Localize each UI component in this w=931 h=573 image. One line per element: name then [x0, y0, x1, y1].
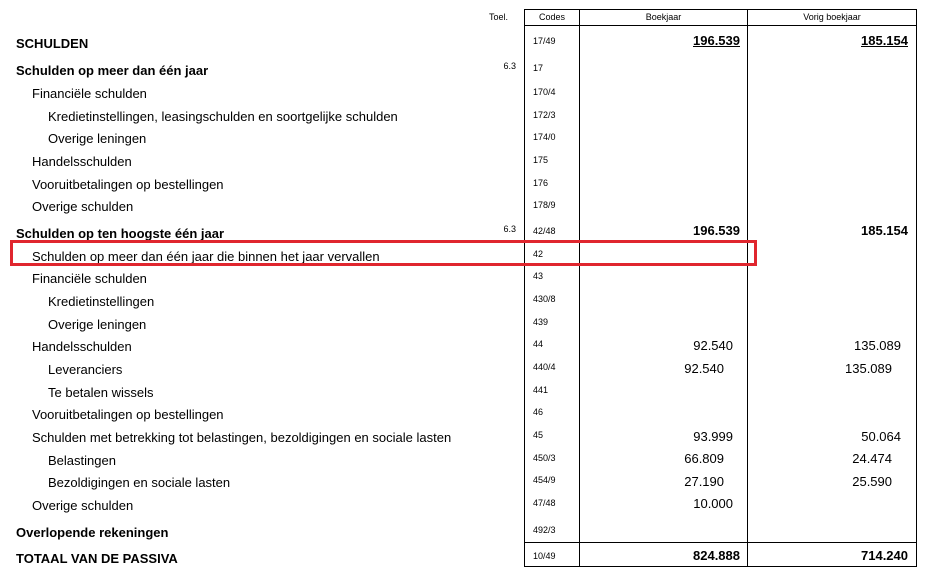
row-code: 46	[533, 407, 544, 417]
row-label: Schulden op meer dan één jaar die binnen het jaar vervallen	[32, 249, 380, 264]
vorig-boekjaar-header: Vorig boekjaar	[803, 12, 861, 22]
row-code: 42/48	[533, 226, 556, 236]
row-code: 439	[533, 317, 549, 327]
row-boekjaar: 196.539	[693, 33, 740, 48]
row-code: 47/48	[533, 498, 556, 508]
row-boekjaar: 10.000	[693, 496, 733, 511]
row-label: Overlopende rekeningen	[16, 525, 169, 540]
row-label: Handelsschulden	[32, 154, 132, 169]
row-code: 175	[533, 155, 549, 165]
row-code: 42	[533, 249, 544, 259]
row-boekjaar: 92.540	[693, 338, 733, 353]
row-code: 178/9	[533, 200, 556, 210]
row-vorig: 714.240	[861, 548, 908, 563]
row-vorig: 185.154	[861, 223, 908, 238]
row-vorig: 185.154	[861, 33, 908, 48]
boekjaar-header: Boekjaar	[645, 12, 682, 22]
row-code: 430/8	[533, 294, 556, 304]
row-code: 176	[533, 178, 549, 188]
row-boekjaar: 824.888	[693, 548, 740, 563]
row-label: Vooruitbetalingen op bestellingen	[32, 407, 224, 422]
row-code: 450/3	[533, 453, 556, 463]
row-label: Overige schulden	[32, 199, 134, 214]
row-boekjaar: 27.190	[684, 474, 724, 489]
row-toel: 6.3	[503, 224, 516, 234]
row-code: 454/9	[533, 475, 556, 485]
highlight-box	[10, 240, 757, 266]
row-code: 17/49	[533, 36, 556, 46]
row-label: SCHULDEN	[16, 36, 89, 51]
row-label: Overige schulden	[32, 498, 134, 513]
row-vorig: 24.474	[852, 451, 892, 466]
row-vorig: 135.089	[854, 338, 901, 353]
row-code: 174/0	[533, 132, 556, 142]
row-code: 492/3	[533, 525, 556, 535]
row-label: Schulden op meer dan één jaar	[16, 63, 209, 78]
row-vorig: 25.590	[852, 474, 892, 489]
row-label: Te betalen wissels	[48, 385, 154, 400]
row-code: 43	[533, 271, 544, 281]
row-label: Kredietinstellingen, leasingschulden en soortgelijke schulden	[48, 109, 398, 124]
row-label: Bezoldigingen en sociale lasten	[48, 475, 231, 490]
row-code: 170/4	[533, 87, 556, 97]
row-code: 10/49	[533, 551, 556, 561]
row-label: Leveranciers	[48, 362, 123, 377]
row-label: Overige leningen	[48, 131, 147, 146]
row-vorig: 50.064	[861, 429, 901, 444]
row-label: Schulden met betrekking tot belastingen, bezoldigingen en sociale lasten	[32, 430, 452, 445]
row-code: 441	[533, 385, 549, 395]
total-divider-top	[524, 542, 917, 543]
toel-header: Toel.	[488, 12, 508, 22]
row-code: 440/4	[533, 362, 556, 372]
row-vorig: 135.089	[845, 361, 892, 376]
row-label: Overige leningen	[48, 317, 147, 332]
row-boekjaar: 196.539	[693, 223, 740, 238]
row-label: Belastingen	[48, 453, 116, 468]
row-label: Financiële schulden	[32, 86, 147, 101]
row-boekjaar: 93.999	[693, 429, 733, 444]
row-label: Financiële schulden	[32, 271, 147, 286]
row-code: 45	[533, 430, 544, 440]
row-boekjaar: 92.540	[684, 361, 724, 376]
row-label: Handelsschulden	[32, 339, 132, 354]
row-label: TOTAAL VAN DE PASSIVA	[16, 551, 178, 566]
codes-header: Codes	[538, 12, 565, 22]
row-code: 17	[533, 63, 544, 73]
row-label: Vooruitbetalingen op bestellingen	[32, 177, 224, 192]
header-divider	[524, 25, 917, 26]
row-code: 172/3	[533, 110, 556, 120]
row-toel: 6.3	[503, 61, 516, 71]
row-label: Kredietinstellingen	[48, 294, 155, 309]
row-code: 44	[533, 339, 544, 349]
row-label: Schulden op ten hoogste één jaar	[16, 226, 225, 241]
row-boekjaar: 66.809	[684, 451, 724, 466]
